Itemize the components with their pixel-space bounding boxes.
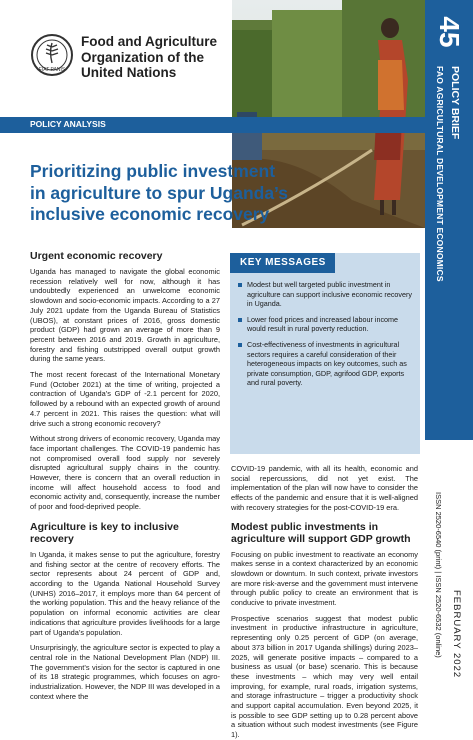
page-title <box>30 161 288 226</box>
organization-name <box>81 34 221 81</box>
section-heading: Modest public investments in agriculture will support GDP growth <box>231 520 411 545</box>
section-label: POLICY ANALYSIS <box>30 119 106 129</box>
right-column <box>231 464 418 740</box>
paragraph: Without strong drivers of economic recovery, Uganda may face important challenges. The COVID-19 pandemic has not compromised overall food supply nor severely disrupted agricultural supply chains in the country. However, there is concern that an overall reduction in income will affect household access to food and economic activity and, consequently, increase the number of poor and food-deprived people. <box>30 434 220 512</box>
key-message-item: Cost-effectiveness of investments in agricultural sectors requires a careful consideration of their heterogeneous impacts on key outcomes, such as private consumption, GDP, agrifood GDP, exports and rural poverty. <box>238 340 414 388</box>
key-messages-heading: KEY MESSAGES <box>230 253 335 273</box>
org-line: Organization of the <box>81 49 204 65</box>
org-line: United Nations <box>81 65 177 80</box>
section-bar <box>0 117 425 133</box>
publication-date: FEBRUARY 2022 <box>451 590 462 679</box>
brief-number <box>425 6 473 58</box>
key-messages-list <box>238 280 414 394</box>
series-subtitle: POLICY BRIEF <box>449 66 461 140</box>
fao-logo <box>30 33 74 77</box>
key-message-item: Lower food prices and increased labour income would result in rural poverty reduction. <box>238 315 414 334</box>
paragraph: In Uganda, it makes sense to put the agriculture, forestry and fishing sector at the centre of recovery efforts. The sector represents about 24 percent of GDP and, according to the Uganda National Household Survey (UNHS) 2016–2017, it employs more than 64 percent of the working population. This and the heavy reliance of the population on informal economic activities are clear indications that agriculture provides livelihoods for a large part of Uganda’s population. <box>30 549 220 637</box>
brief-number-text: 45 <box>434 16 465 48</box>
paragraph: Prospective scenarios suggest that modest public investment in productive infrastructure in agriculture, representing only 0.25 percent of GDP (on average, about 373 billion in 2017 Uganda shillings) during 2023–2025, will generate positive impacts – compared to a business as usual (or base) scenario. This is because these investments – which may very well entail improving, for example, rural roads, irrigation systems, and storage infrastructure – trigger a productivity shock and support capital accumulation. Even beyond 2025, it is possible to see GDP setting up to 0.28 percent above a situation without such modest investments (see Figure 1). <box>231 613 418 740</box>
left-column <box>30 250 220 701</box>
org-line: Food and Agriculture <box>81 34 217 49</box>
paragraph: The most recent forecast of the International Monetary Fund (October 2021) at the time of writing, projected a contraction of Uganda’s GDP of -2.1 percent for 2020, followed by a rebound with an expected growth of around 4.7 percent in 2021. This raises the question: what will drive such a strong economic recovery? <box>30 370 220 428</box>
paragraph: COVID-19 pandemic, with all its health, economic and social repercussions, did not yet exist. The implementation of the plan will now have to consider the effects of the pandemic and ensure that it is well-aligned with recovery strategies for the post-COVID-19 era. <box>231 464 418 512</box>
issn-text: ISSN 2520-6540 (print) | ISSN 2520-6532 (online) <box>434 492 443 658</box>
title-line: Prioritizing public investment <box>30 161 276 181</box>
title-line: inclusive economic recovery <box>30 204 270 224</box>
key-message-item: Modest but well targeted public investment in agriculture can support inclusive economic recovery in Uganda. <box>238 280 414 309</box>
paragraph: Focusing on public investment to reactivate an economy makes sense in a context characterized by an economic slowdown or downturn. In such context, private investors are more risk-averse and the government must intervene through public policy to create an environment that is conducive to private investment. <box>231 549 418 608</box>
svg-text:FIAT PANIS: FIAT PANIS <box>38 67 66 73</box>
key-messages-box <box>230 253 420 454</box>
title-line: in agriculture to spur Uganda’s <box>30 182 288 203</box>
paragraph: Uganda has managed to navigate the global economic recession relatively well for now, although it has undoubtedly experienced an unwelcome economic slowdown and socio-economic impacts. According to a 27 July 2021 update from the Uganda Bureau of Statistics (UBOS), at constant prices of 2016, gross domestic product (GDP) had grown an average of more than 9 percent between 2016 and 2019. Growth in agriculture, forestry and fishing outstripped overall output growth during the same years. <box>30 267 220 364</box>
series-title: FAO AGRICULTURAL DEVELOPMENT ECONOMICS <box>435 66 445 282</box>
section-heading: Agriculture is key to inclusive recovery <box>30 520 179 545</box>
paragraph: Unsurprisingly, the agriculture sector is expected to play a central role in the National Development Plan (NDP) III. The government’s vision for the sector is captured in one of its 18 strategic programmes, which focuses on agro-industrialization. However, the NDP III was developed in a context where the <box>30 643 220 701</box>
issn-strip <box>425 440 473 679</box>
section-heading: Urgent economic recovery <box>30 250 163 262</box>
